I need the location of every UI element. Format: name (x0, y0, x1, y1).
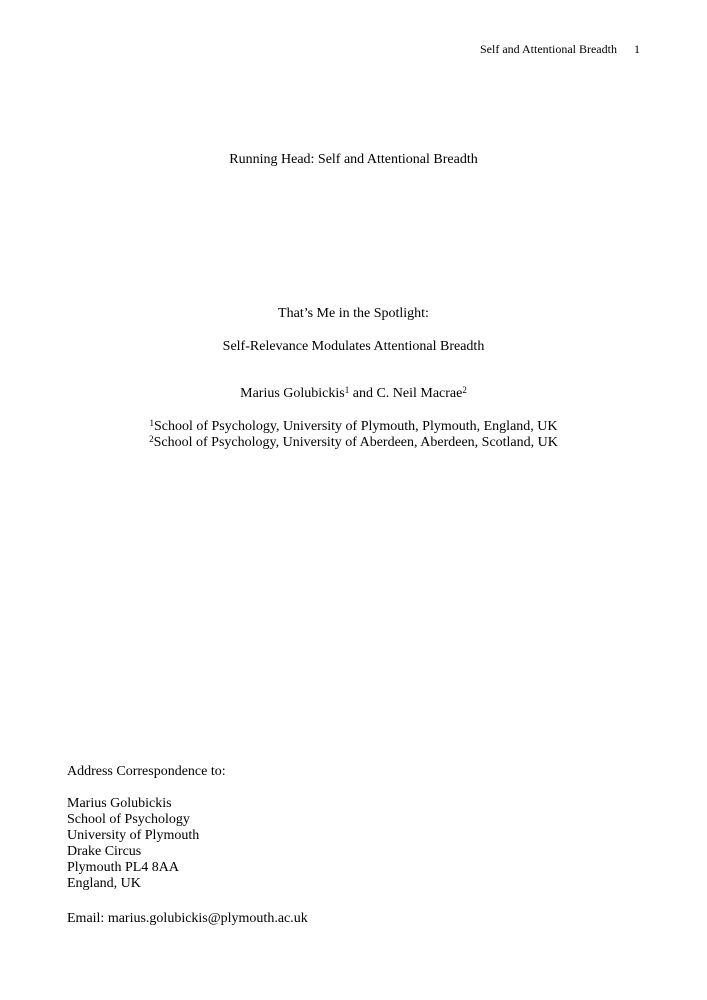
running-head: Running Head: Self and Attentional Breadth (229, 152, 478, 167)
affiliation-1-mark: 1 (149, 418, 154, 428)
correspondence-email: Email: marius.golubickis@plymouth.ac.uk (67, 911, 308, 926)
author-2-affiliation-mark: 2 (462, 385, 467, 395)
header-running-title: Self and Attentional Breadth (480, 42, 617, 56)
author-1: Marius Golubickis (240, 386, 345, 401)
affiliation-2-text: School of Psychology, University of Aberdeen, Aberdeen, Scotland, UK (153, 435, 558, 450)
title-line-1: That’s Me in the Spotlight: (278, 306, 429, 321)
address-line: School of Psychology (67, 812, 190, 827)
address-line: Marius Golubickis (67, 796, 172, 811)
author-line (0, 386, 707, 402)
affiliation-2 (0, 435, 707, 451)
address-line: Drake Circus (67, 844, 142, 859)
affiliation-1-text: School of Psychology, University of Plymouth, Plymouth, England, UK (153, 419, 558, 434)
affiliation-1 (0, 419, 707, 435)
address-line: England, UK (67, 876, 141, 891)
page-number: 1 (634, 42, 640, 56)
author-1-affiliation-mark: 1 (344, 385, 350, 395)
address-line: Plymouth PL4 8AA (67, 860, 180, 875)
correspondence-heading: Address Correspondence to: (67, 764, 226, 779)
address-line: University of Plymouth (67, 828, 200, 843)
title-line-2: Self-Relevance Modulates Attentional Breadth (222, 339, 485, 354)
author-2: C. Neil Macrae (376, 386, 463, 401)
affiliation-2-mark: 2 (149, 434, 154, 444)
author-connector: and (349, 386, 377, 401)
correspondence-address (67, 796, 199, 892)
